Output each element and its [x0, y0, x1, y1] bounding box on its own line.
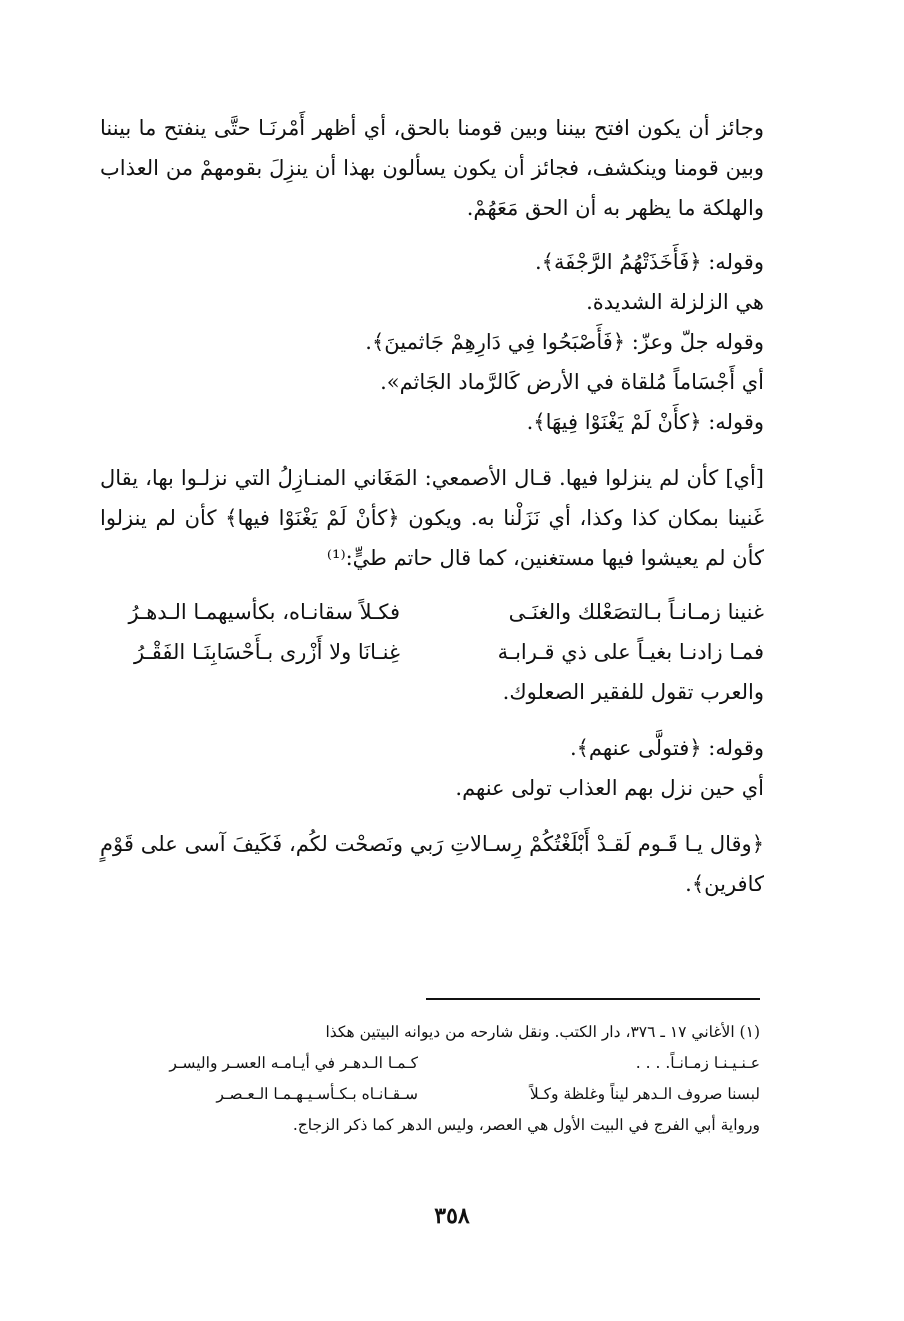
poem-hemistich: فمـا زادنـا بغيـاً على ذي قـرابـة [497, 640, 764, 664]
paragraph-3: ﴿وقال يـا قَـوم لَقـدْ أَبْلَغْتُكُمْ رِسـالاتِ رَبي ونَصحْت لكُم، فَكَيفَ آسى على قَوْمٍ كافرين﴾. [100, 832, 764, 896]
poem-hemistich: غنينا زمـانـاً بـالتصَعْلك والغنَـى [508, 600, 764, 624]
explanation-line: والعرب تقول للفقير الصعلوك. [502, 680, 764, 704]
poem-verse [100, 632, 764, 672]
paragraph-2: [أي] كأن لم ينزلوا فيها. قـال الأصمعي: المَغَاني المنـازِلُ التي نزلـوا بها، يقال غَنينا بمكان كذا وكذا، أي نَزَلْنا به. ويكون ﴿كأنْ لَمْ يَغْنَوْا فيها﴾ كأن لم ينزلوا كأن لم يعيشوا فيها مستغنين، كما قال حاتم طيٍّ:⁽¹⁾ [100, 466, 764, 570]
footnote-hemistich: سـقـانـاه بـكـأسـيـهـمـا الـعـصـر [216, 1085, 418, 1103]
poem-verse [100, 592, 764, 632]
footnote-verse [118, 1048, 760, 1079]
poem-hemistich: فكـلاً سقانـاه، بكأسيهمـا الـدهـرُ [128, 600, 400, 624]
verse-quote-line: وقوله: ﴿فتولَّى عنهم﴾. [569, 736, 764, 760]
footnote-hemistich: كـمـا الـدهـر في أيـامـه العسـر واليسـر [169, 1054, 418, 1072]
explanation-line: هي الزلزلة الشديدة. [586, 290, 764, 314]
footnote-1: (١) الأغاني ١٧ ـ ٣٧٦، دار الكتب. ونقل شارحه من ديوانه البيتين هكذا [325, 1023, 760, 1041]
paragraph-1: وجائز أن يكون افتح بيننا وبين قومنا بالحق، أي أظهر أَمْرنَـا حتَّى ينفتح ما بيننا وبين قومنا وينكشف، فجائز أن يكون يسألون بهذا أن ينزِلَ بقومهمْ من العذاب والهلكة ما يظهر به أن الحق مَعَهُمْ. [100, 116, 764, 220]
main-text [100, 108, 764, 904]
footnote-divider [426, 998, 760, 1000]
footnote-note: ورواية أبي الفرج في البيت الأول هي العصر، وليس الدهر كما ذكر الزجاج. [292, 1116, 760, 1134]
footnote-verse [118, 1079, 760, 1110]
poem [100, 592, 764, 672]
explanation-line: أي أَجْسَاماً مُلقاة في الأرض كَالرَّماد الجَاثم». [380, 370, 764, 394]
verse-quote-line: وقوله: ﴿كأَنْ لَمْ يَغْنَوْا فِيهَا﴾. [526, 410, 764, 434]
poem-hemistich: غِنـانَا ولا أَزْرى بـأَحْسَابِنَـا الفَقْـرُ [134, 640, 400, 664]
verse-quote-line: وقوله جلّ وعزّ: ﴿فَأَصْبَحُوا فِي دَارِهِمْ جَاثمينَ﴾. [365, 330, 764, 354]
explanation-line: أي حين نزل بهم العذاب تولى عنهم. [455, 776, 764, 800]
page-number: ٣٥٨ [434, 1203, 470, 1229]
footnotes [118, 1017, 760, 1141]
verse-quote-line: وقوله: ﴿فَأَخَذَتْهُمُ الرَّجْفَة﴾. [534, 250, 764, 274]
footnote-hemistich: عـنـيـنـا زمـانـاً. . . . [635, 1054, 760, 1072]
footnote-hemistich: لبسنا صروف الـدهر ليناً وغلظة وكـلاً [529, 1085, 760, 1103]
